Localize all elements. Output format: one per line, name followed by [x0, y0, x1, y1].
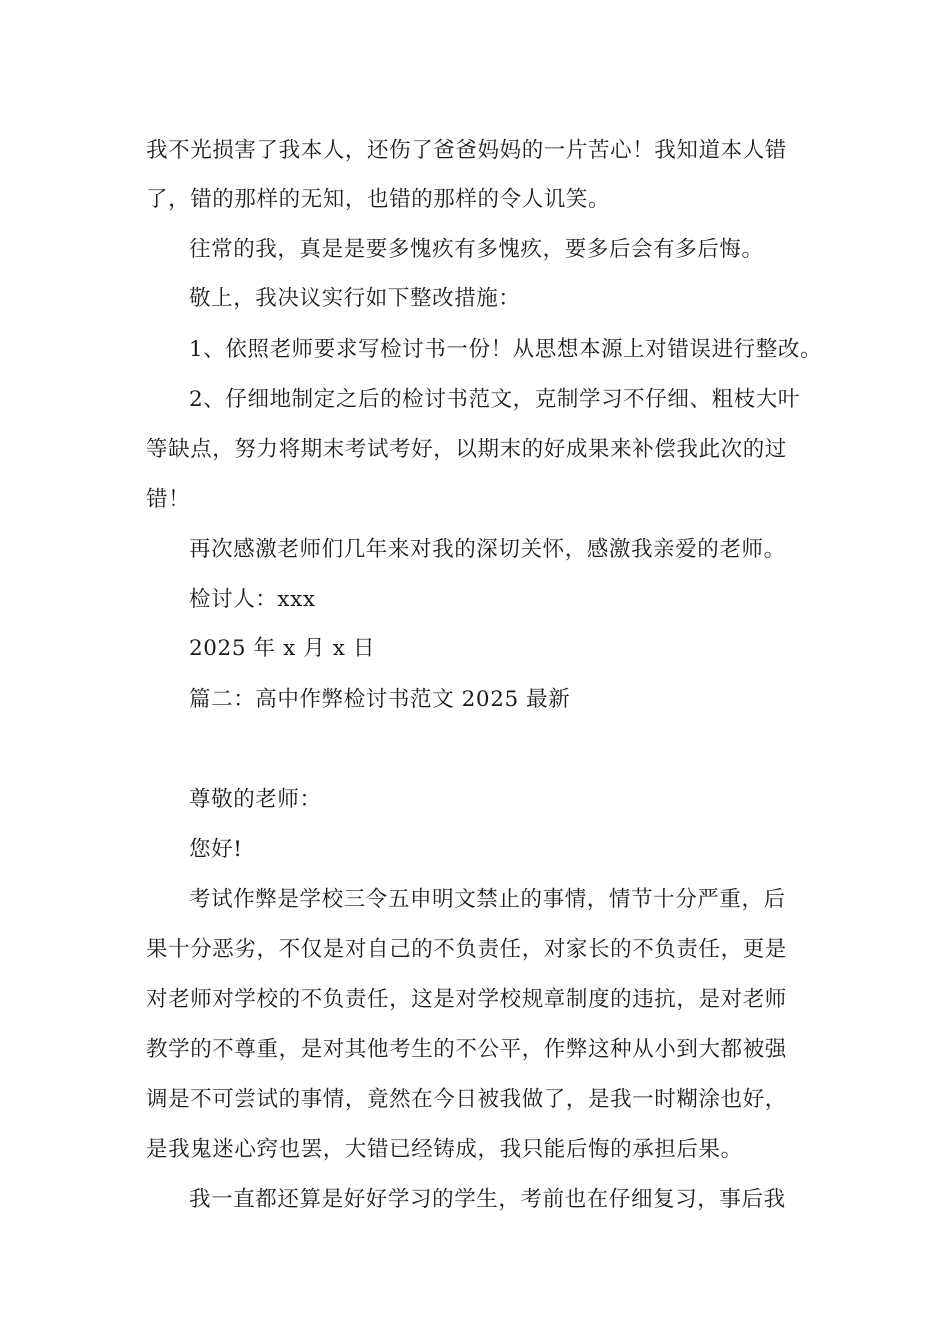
list-item-2: 2、仔细地制定之后的检讨书范文，克制学习不仔细、粗枝大叶: [189, 387, 800, 412]
salutation: 尊敬的老师：: [189, 787, 322, 812]
body-text-line: 对老师对学校的不负责任，这是对学校规章制度的违抗，是对老师: [146, 987, 787, 1012]
body-text-line: 错！: [146, 487, 191, 512]
body-text-line: 了，错的那样的无知，也错的那样的令人讥笑。: [146, 187, 611, 212]
greeting: 您好!: [189, 837, 243, 862]
paragraph-line: 再次感激老师们几年来对我的深切关怀，感激我亲爱的老师。: [189, 537, 786, 562]
paragraph-line: 往常的我，真是是要多愧疚有多愧疚，要多后会有多后悔。: [189, 237, 764, 262]
body-text-line: 我不光损害了我本人，还伤了爸爸妈妈的一片苦心！我知道本人错: [146, 138, 787, 163]
body-text-line: 教学的不尊重，是对其他考生的不公平，作弊这种从小到大都被强: [146, 1037, 787, 1062]
date-line: 2025 年 x 月 x 日: [189, 636, 376, 661]
paragraph-line: 我一直都还算是好好学习的学生，考前也在仔细复习，事后我: [189, 1187, 786, 1212]
body-text-line: 等缺点，努力将期末考试考好，以期末的好成果来补偿我此次的过: [146, 437, 787, 462]
signature-line: 检讨人：xxx: [189, 587, 316, 612]
section-heading: 篇二：高中作弊检讨书范文 2025 最新: [189, 687, 571, 712]
paragraph-line: 敬上，我决议实行如下整改措施：: [189, 286, 521, 311]
body-text-line: 调是不可尝试的事情，竟然在今日被我做了，是我一时糊涂也好，: [146, 1087, 787, 1112]
paragraph-line: 考试作弊是学校三令五申明文禁止的事情，情节十分严重，后: [189, 887, 786, 912]
body-text-line: 果十分恶劣，不仅是对自己的不负责任，对家长的不负责任，更是: [146, 937, 787, 962]
list-item-1: 1、依照老师要求写检讨书一份！从思想本源上对错误进行整改。: [189, 337, 823, 362]
body-text-line: 是我鬼迷心窍也罢，大错已经铸成，我只能后悔的承担后果。: [146, 1137, 743, 1162]
